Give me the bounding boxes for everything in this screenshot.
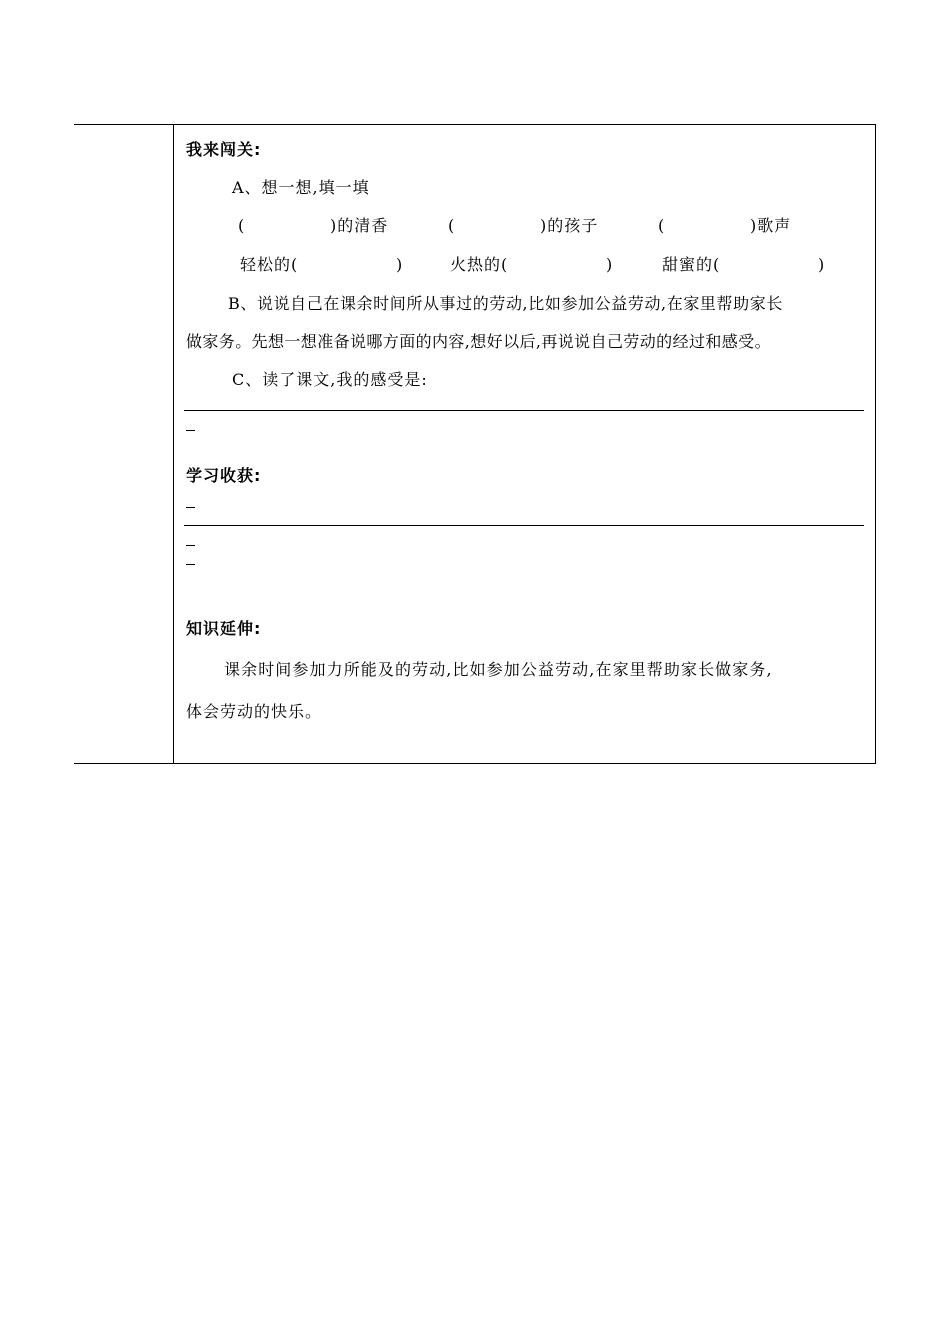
gains-line-stub-2: [186, 545, 195, 546]
gains-line-stub-3: [186, 564, 195, 565]
blank2-suffix: )的孩子: [540, 216, 599, 235]
item2-prefix: 火热的(: [450, 255, 509, 274]
blank2-open: (: [448, 216, 455, 235]
extension-heading: 知识延伸:: [186, 619, 262, 638]
gains-line-stub-1: [186, 507, 195, 508]
item3-close: ): [818, 255, 825, 274]
extension-line2: 体会劳动的快乐。: [186, 702, 323, 721]
blank3-suffix: )歌声: [750, 216, 792, 235]
answer-line-stub: [186, 430, 195, 431]
blank1-suffix: )的清香: [330, 216, 389, 235]
blank1-open: (: [238, 216, 245, 235]
answer-line: [184, 410, 864, 411]
part-c-label: C、读了课文,我的感受是:: [232, 370, 428, 389]
item2-close: ): [606, 255, 613, 274]
gains-heading: 学习收获:: [186, 466, 262, 485]
part-b-line1: B、说说自己在课余时间所从事过的劳动,比如参加公益劳动,在家里帮助家长: [228, 294, 783, 313]
item1-prefix: 轻松的(: [240, 255, 299, 274]
item1-close: ): [396, 255, 403, 274]
item3-prefix: 甜蜜的(: [662, 255, 721, 274]
blank3-open: (: [658, 216, 665, 235]
challenge-heading: 我来闯关:: [186, 140, 262, 159]
left-label-cell: [74, 125, 174, 763]
gains-answer-line: [184, 525, 864, 526]
part-b-line2: 做家务。先想一想准备说哪方面的内容,想好以后,再说说自己劳动的经过和感受。: [186, 332, 771, 351]
part-a-label: A、想一想,填一填: [232, 178, 370, 197]
extension-line1: 课余时间参加力所能及的劳动,比如参加公益劳动,在家里帮助家长做家务,: [224, 660, 773, 679]
